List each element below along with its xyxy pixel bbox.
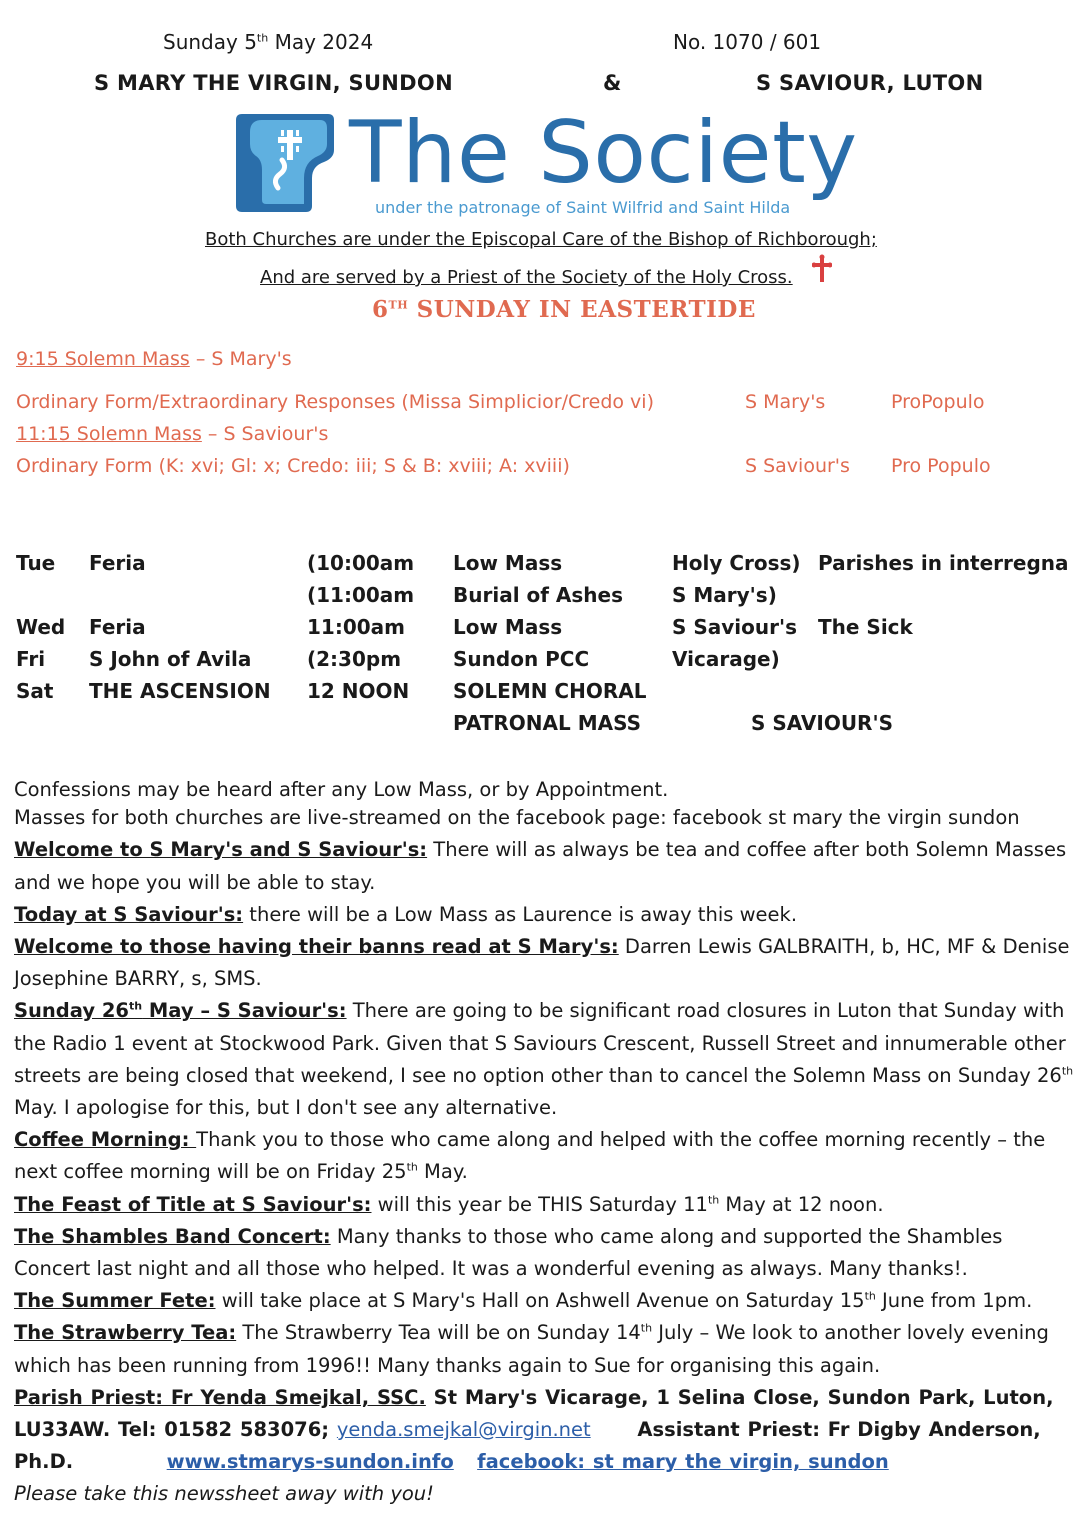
week-place: Vicarage) [672,647,780,671]
week-place: S Mary's) [672,583,777,607]
mass-form-smary: Ordinary Form/Extraordinary Responses (Missa Simplicior/Credo vi) [16,391,654,413]
society-wordmark: The Society [349,103,858,203]
notice-welcome: Welcome to S Mary's and S Saviour's: There will as always be tea and coffee after both Solemn Masses and we hope you will be able to stay. [14,838,1067,894]
week-day: Tue [16,551,56,575]
week-intention: Parishes in interregna [818,551,1069,575]
streaming-note: Masses for both churches are live-streamed on the facebook page: facebook st mary the virgin sundon [14,806,1020,830]
footer-note: Please take this newssheet away with you! [14,1482,434,1506]
episcopal-care-line: Both Churches are under the Episcopal Care of the Bishop of Richborough; [205,229,877,250]
church-name-left: S MARY THE VIRGIN, SUNDON [94,71,453,95]
week-service: Low Mass [453,615,563,639]
notice-coffee-morning: Coffee Morning: Thank you to those who came along and helped with the coffee morning recently – the next coffee morning will be on Friday 25th May. [14,1128,1046,1184]
mass-intention-smary: ProPopulo [891,391,985,413]
church-name-right: S SAVIOUR, LUTON [756,71,984,95]
week-service: Low Mass [453,551,563,575]
website-link[interactable]: www.stmarys-sundon.info [166,1450,454,1474]
week-service: Burial of Ashes [453,583,624,607]
notices [14,774,1076,1511]
week-time: 11:00am [307,615,405,639]
mass-form-ssaviour: Ordinary Form (K: xvi; Gl: x; Credo: iii; S & B: xviii; A: xviii) [16,455,570,477]
newsletter-number: No. 1070 / 601 [673,30,822,54]
week-intention: The Sick [818,615,913,639]
notice-feast-of-title: The Feast of Title at S Saviour's: will this year be THIS Saturday 11th May at 12 noon. [14,1192,884,1216]
notice-today: Today at S Saviour's: there will be a Low Mass as Laurence is away this week. [14,902,798,926]
newsletter-date: Sunday 5th May 2024 [163,30,374,54]
week-time: 12 NOON [307,679,410,703]
week-feast: Feria [89,615,146,639]
notice-strawberry-tea: The Strawberry Tea: The Strawberry Tea will be on Sunday 14th July – We look to another lovely evening which has been running from 1996!! Many thanks again to Sue for organising this again. [14,1321,1049,1377]
week-service: Sundon PCC [453,647,590,671]
mass-church-ssaviour: S Saviour's [745,455,850,477]
red-cross-icon [812,254,832,288]
notice-banns: Welcome to those having their banns read at S Mary's: Darren Lewis GALBRAITH, b, HC, MF & Denise Josephine BARRY, s, SMS. [14,935,1070,991]
notice-summer-fete: The Summer Fete: will take place at S Mary's Hall on Ashwell Avenue on Saturday 15th June from 1pm. [14,1289,1033,1313]
week-time: (11:00am [307,583,415,607]
mass-time-smary: 9:15 Solemn Mass – S Mary's [16,348,292,370]
week-place: S Saviour's [672,615,798,639]
week-feast: THE ASCENSION [89,679,271,703]
contact-block: Parish Priest: Fr Yenda Smejkal, SSC. St Mary's Vicarage, 1 Selina Close, Sundon Park, Luton, LU33AW. Tel: 01582 583076; yenda.smejkal@virgin.net Assistant Priest: Fr Digby Anderson, Ph.D. www.stmarys-sundon.info facebook: st mary the virgin, sundon [14,1385,1054,1474]
holy-cross-line: And are served by a Priest of the Society of the Holy Cross. [260,267,793,288]
society-tagline: under the patronage of Saint Wilfrid and Saint Hilda [375,198,791,217]
sunday-title: 6TH SUNDAY IN EASTERTIDE [372,296,756,323]
week-day: Sat [16,679,54,703]
week-feast: Feria [89,551,146,575]
mass-church-smary: S Mary's [745,391,826,413]
week-time: (2:30pm [307,647,402,671]
week-day: Wed [16,615,66,639]
week-place: S SAVIOUR'S [751,711,893,735]
week-day: Fri [16,647,46,671]
email-link[interactable]: yenda.smejkal@virgin.net [336,1418,591,1442]
week-service: SOLEMN CHORAL [453,679,647,703]
week-service: PATRONAL MASS [453,711,642,735]
week-feast: S John of Avila [89,647,252,671]
ampersand: & [603,71,622,95]
week-time: (10:00am [307,551,415,575]
week-place: Holy Cross) [672,551,801,575]
notice-road-closures: Sunday 26th May – S Saviour's: There are going to be significant road closures in Luton that Sunday with the Radio 1 event at Stockwood Park. Given that S Saviours Crescent, Russell Street and innumerable other streets are being closed that weekend, I see no option other than to cancel the Solemn Mass on Sunday 26th May. I apologise for this, but I don't see any alternative. [14,999,1074,1120]
mass-intention-ssaviour: Pro Populo [891,455,991,477]
confessions-note: Confessions may be heard after any Low Mass, or by Appointment. [14,778,669,801]
facebook-link[interactable]: facebook: st mary the virgin, sundon [477,1450,889,1474]
notice-shambles-concert: The Shambles Band Concert: Many thanks to those who came along and supported the Shambles Concert last night and all those who helped. It was a wonderful evening as always. Many thanks!. [14,1224,1003,1281]
society-logo-icon [232,110,338,216]
mass-time-ssaviour: 11:15 Solemn Mass – S Saviour's [16,423,329,445]
